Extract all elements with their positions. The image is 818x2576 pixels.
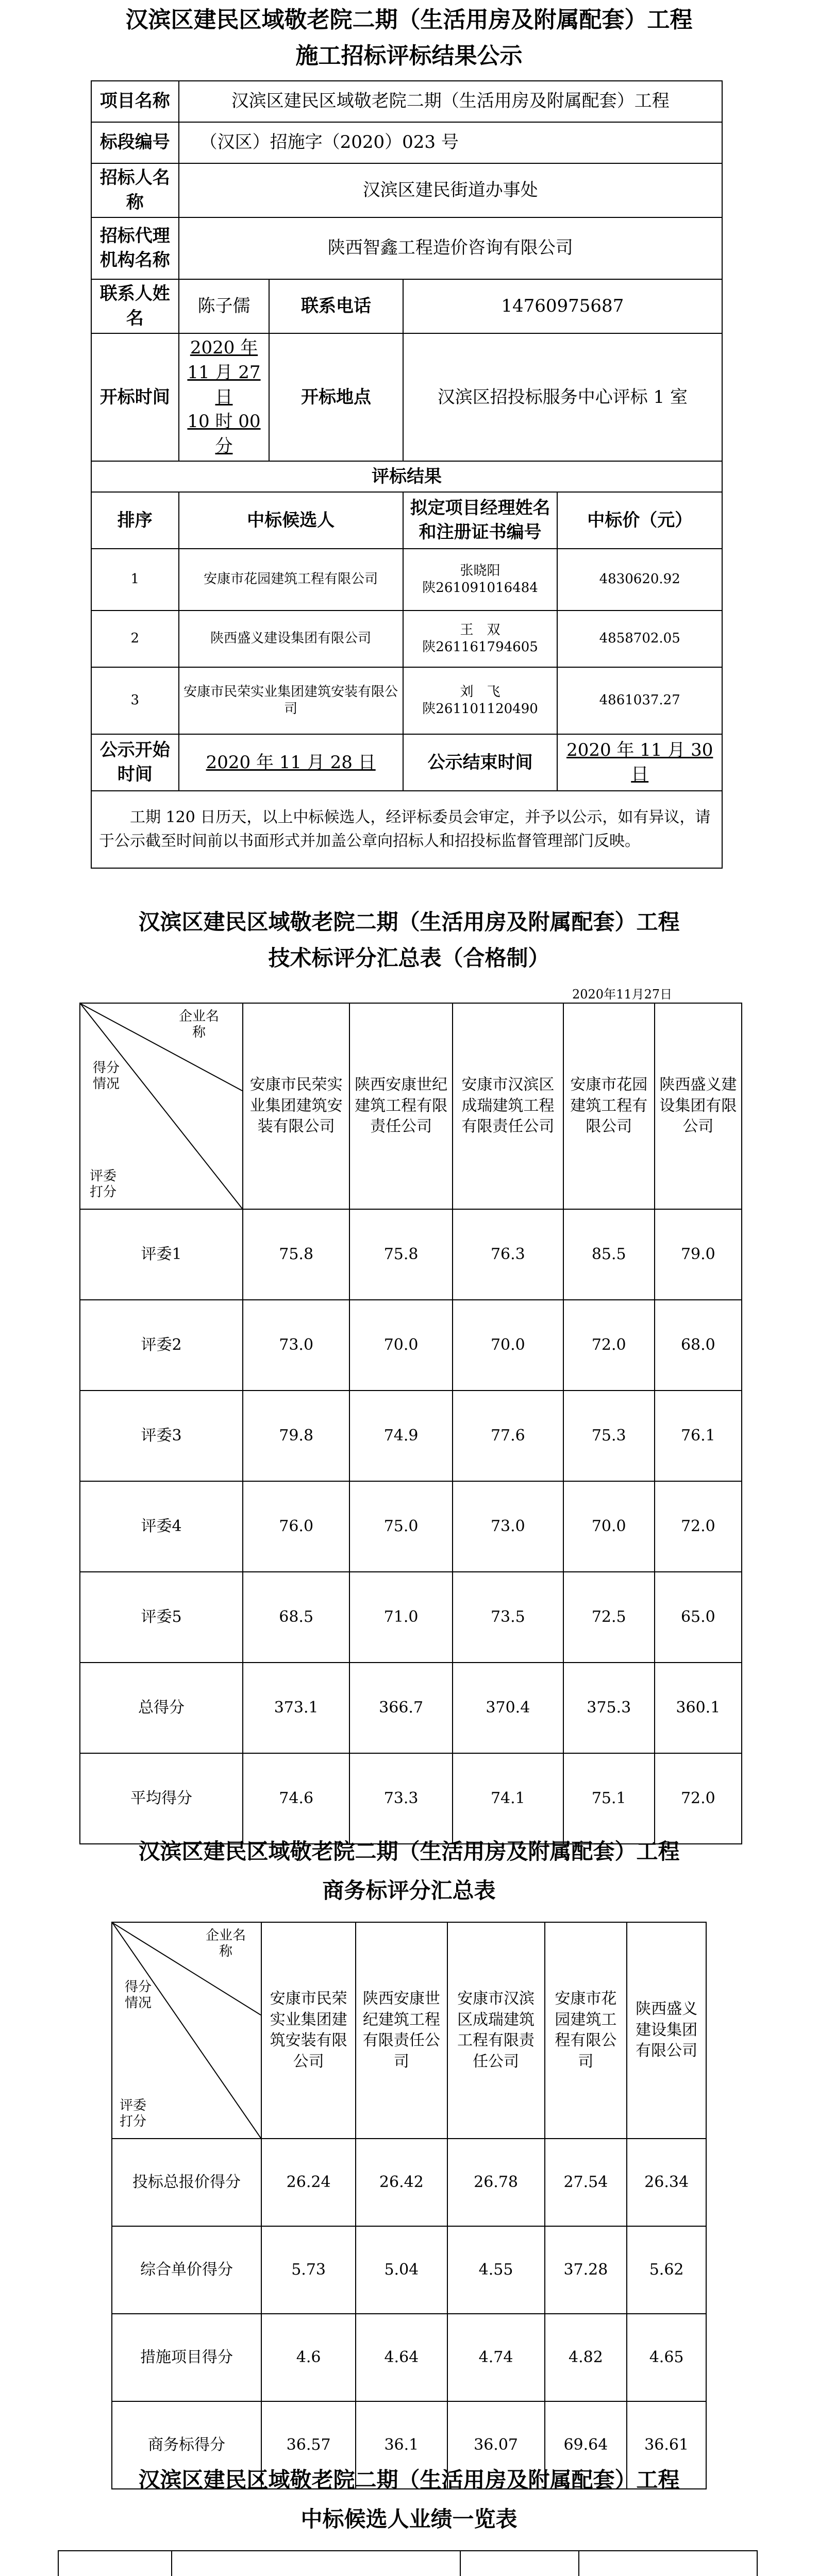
row-label: 综合单价得分 (112, 2226, 261, 2314)
tech-date: 2020年11月27日 (572, 987, 673, 1002)
business-score-section (0, 1834, 818, 2452)
row-label: 措施项目得分 (112, 2314, 261, 2401)
table-corner (80, 1003, 243, 1209)
score-cell: 71.0 (349, 1572, 453, 1663)
corner-company: 企业名称 (205, 1928, 246, 1960)
score-row (80, 1391, 742, 1481)
score-cell: 26.42 (356, 2139, 447, 2226)
score-cell: 37.28 (545, 2226, 627, 2314)
price-cell: 4858702.05 (557, 611, 722, 667)
row-label: 评委4 (80, 1481, 243, 1572)
score-cell: 27.54 (545, 2139, 627, 2226)
col-rank: 排序 (91, 492, 179, 549)
agency-label: 招标代理机构名称 (91, 217, 179, 279)
open-place-label: 开标地点 (269, 333, 403, 461)
tech-title-line1: 汉滨区建民区域敬老院二期（生活用房及附属配套）工程 (138, 909, 680, 935)
score-cell: 4.74 (447, 2314, 545, 2401)
company-header: 安康市民荣实业集团建筑安装有限公司 (261, 1922, 356, 2139)
score-cell: 79.0 (655, 1209, 742, 1300)
biz-title-line2: 商务标评分汇总表 (322, 1878, 496, 1903)
open-hour: 10 时 00 分 (187, 411, 261, 456)
score-cell: 68.5 (243, 1572, 349, 1663)
tenderer-label: 招标人名称 (91, 163, 179, 217)
result-heading: 评标结果 (91, 461, 722, 492)
header-amount (460, 2551, 579, 2576)
pub-end-value: 2020 年 11 月 30 日 (557, 734, 722, 791)
score-cell: 75.8 (243, 1209, 349, 1300)
row-label: 评委3 (80, 1391, 243, 1481)
company-header: 陕西盛义建设集团有限公司 (627, 1922, 706, 2139)
phone-value: 14760975687 (403, 279, 722, 333)
score-cell: 75.3 (563, 1391, 655, 1481)
score-cell: 36.1 (356, 2401, 447, 2489)
score-cell: 70.0 (453, 1300, 563, 1391)
row-label: 评委5 (80, 1572, 243, 1663)
score-cell: 72.0 (655, 1753, 742, 1844)
manager-cert: 陕261161794605 (422, 639, 538, 655)
score-row (80, 1753, 742, 1844)
pub-start-value: 2020 年 11 月 28 日 (179, 734, 403, 791)
open-time-value (179, 333, 270, 461)
score-row (80, 1209, 742, 1300)
project-name-value: 汉滨区建民区域敬老院二期（生活用房及附属配套）工程 (179, 81, 722, 122)
score-cell: 26.34 (627, 2139, 706, 2226)
row-label: 总得分 (80, 1663, 243, 1753)
project-name-label: 项目名称 (91, 81, 179, 122)
corner-score: 得分情况 (124, 1979, 152, 2011)
result-row (91, 549, 722, 611)
company-header: 安康市汉滨区成瑞建筑工程有限责任公司 (447, 1922, 545, 2139)
corner-score: 得分情况 (92, 1060, 120, 1092)
score-cell: 26.24 (261, 2139, 356, 2226)
score-cell: 36.61 (627, 2401, 706, 2489)
candidate-cell: 安康市花园建筑工程有限公司 (179, 549, 403, 611)
score-cell: 76.3 (453, 1209, 563, 1300)
score-cell: 4.65 (627, 2314, 706, 2401)
score-cell: 370.4 (453, 1663, 563, 1753)
col-price: 中标价（元） (557, 492, 722, 549)
contact-value: 陈子儒 (179, 279, 270, 333)
company-header: 安康市民荣实业集团建筑安装有限公司 (243, 1003, 349, 1209)
candidate-cell: 安康市民荣实业集团建筑安装有限公司 (179, 667, 403, 734)
company-header: 陕西盛义建设集团有限公司 (655, 1003, 742, 1209)
header-owner (579, 2551, 757, 2576)
score-row (112, 2139, 706, 2226)
col-candidate: 中标候选人 (179, 492, 403, 549)
row-label: 商务标得分 (112, 2401, 261, 2489)
score-cell: 4.55 (447, 2226, 545, 2314)
corner-company: 企业名称 (178, 1009, 219, 1041)
row-label: 平均得分 (80, 1753, 243, 1844)
score-cell: 73.0 (243, 1300, 349, 1391)
score-cell: 74.1 (453, 1753, 563, 1844)
contact-label: 联系人姓名 (91, 279, 179, 333)
score-cell: 36.57 (261, 2401, 356, 2489)
score-cell: 75.8 (349, 1209, 453, 1300)
section-no-value: （汉区）招施字（2020）023 号 (179, 122, 722, 163)
price-cell: 4861037.27 (557, 667, 722, 734)
perf-title-line1: 汉滨区建民区域敬老院二期（生活用房及附属配套）工程 (138, 2467, 680, 2493)
score-cell: 72.5 (563, 1572, 655, 1663)
open-time-label: 开标时间 (91, 333, 179, 461)
score-cell: 85.5 (563, 1209, 655, 1300)
award-notice-section (0, 0, 818, 927)
score-cell: 5.62 (627, 2226, 706, 2314)
score-cell: 75.0 (349, 1481, 453, 1572)
score-cell: 74.9 (349, 1391, 453, 1481)
score-cell: 72.0 (655, 1481, 742, 1572)
score-cell: 5.04 (356, 2226, 447, 2314)
tenderer-value: 汉滨区建民街道办事处 (179, 163, 722, 217)
header-project (172, 2551, 460, 2576)
score-cell: 360.1 (655, 1663, 742, 1753)
company-header: 安康市花园建筑工程有限公司 (563, 1003, 655, 1209)
score-row (80, 1481, 742, 1572)
performance-section (0, 2463, 818, 2576)
score-cell: 65.0 (655, 1572, 742, 1663)
pub-end-label: 公示结束时间 (403, 734, 558, 791)
score-cell: 76.0 (243, 1481, 349, 1572)
rank-cell: 2 (91, 611, 179, 667)
score-cell: 75.1 (563, 1753, 655, 1844)
header-candidate (58, 2551, 172, 2576)
row-label: 投标总报价得分 (112, 2139, 261, 2226)
company-header: 陕西安康世纪建筑工程有限责任公司 (356, 1922, 447, 2139)
company-header: 安康市汉滨区成瑞建筑工程有限责任公司 (453, 1003, 563, 1209)
notice-note: 工期 120 日历天，以上中标候选人，经评标委员会审定，并予以公示，如有异议，请于公示截至时间前以书面形式并加盖公章向招标人和招投标监督管理部门反映。 (91, 791, 722, 868)
score-cell: 366.7 (349, 1663, 453, 1753)
agency-value: 陕西智鑫工程造价咨询有限公司 (179, 217, 722, 279)
manager-name: 刘 飞 (460, 684, 500, 700)
manager-cert: 陕261101120490 (422, 701, 538, 717)
score-cell: 77.6 (453, 1391, 563, 1481)
manager-cert: 陕261091016484 (422, 580, 538, 596)
manager-cell (403, 611, 558, 667)
col-manager: 拟定项目经理姓名和注册证书编号 (403, 492, 558, 549)
result-row (91, 611, 722, 667)
open-date: 2020 年 11 月 27 日 (187, 337, 261, 408)
score-cell: 4.6 (261, 2314, 356, 2401)
score-cell: 73.5 (453, 1572, 563, 1663)
company-header: 安康市花园建筑工程有限公司 (545, 1922, 627, 2139)
score-cell: 76.1 (655, 1391, 742, 1481)
score-cell: 74.6 (243, 1753, 349, 1844)
table-corner (112, 1922, 261, 2139)
corner-judge: 评委打分 (89, 1168, 116, 1200)
score-row (80, 1300, 742, 1391)
section-no-label: 标段编号 (91, 122, 179, 163)
score-row (112, 2226, 706, 2314)
manager-cell (403, 549, 558, 611)
result-row (91, 667, 722, 734)
manager-cell (403, 667, 558, 734)
tech-score-table (79, 1003, 742, 1844)
score-row (80, 1572, 742, 1663)
rank-cell: 3 (91, 667, 179, 734)
score-cell: 79.8 (243, 1391, 349, 1481)
technical-score-section (0, 902, 818, 1829)
score-cell: 36.07 (447, 2401, 545, 2489)
score-cell: 4.82 (545, 2314, 627, 2401)
candidate-cell: 陕西盛义建设集团有限公司 (179, 611, 403, 667)
phone-label: 联系电话 (269, 279, 403, 333)
score-cell: 72.0 (563, 1300, 655, 1391)
score-row (112, 2314, 706, 2401)
score-cell: 375.3 (563, 1663, 655, 1753)
rank-cell: 1 (91, 549, 179, 611)
performance-table (58, 2550, 758, 2576)
score-cell: 373.1 (243, 1663, 349, 1753)
score-cell: 70.0 (563, 1481, 655, 1572)
row-label: 评委2 (80, 1300, 243, 1391)
price-cell: 4830620.92 (557, 549, 722, 611)
score-cell: 73.0 (453, 1481, 563, 1572)
score-cell: 4.64 (356, 2314, 447, 2401)
company-header: 陕西安康世纪建筑工程有限责任公司 (349, 1003, 453, 1209)
business-score-table (111, 1922, 707, 2489)
notice-title-line2: 施工招标评标结果公示 (295, 43, 523, 69)
notice-table (91, 80, 723, 869)
notice-title-line1: 汉滨区建民区域敬老院二期（生活用房及附属配套）工程 (125, 7, 693, 33)
open-place-value: 汉滨区招投标服务中心评标 1 室 (403, 333, 722, 461)
score-cell: 68.0 (655, 1300, 742, 1391)
corner-judge: 评委打分 (119, 2098, 146, 2130)
manager-name: 张晓阳 (460, 563, 500, 579)
score-cell: 5.73 (261, 2226, 356, 2314)
score-cell: 26.78 (447, 2139, 545, 2226)
score-cell: 73.3 (349, 1753, 453, 1844)
tech-title-line2: 技术标评分汇总表（合格制） (268, 945, 550, 971)
score-row (80, 1663, 742, 1753)
pub-start-label: 公示开始时间 (91, 734, 179, 791)
perf-title-line2: 中标候选人业绩一览表 (301, 2506, 517, 2532)
row-label: 评委1 (80, 1209, 243, 1300)
score-cell: 70.0 (349, 1300, 453, 1391)
biz-title-line1: 汉滨区建民区域敬老院二期（生活用房及附属配套）工程 (138, 1839, 680, 1864)
manager-name: 王 双 (460, 622, 500, 638)
score-cell: 69.64 (545, 2401, 627, 2489)
